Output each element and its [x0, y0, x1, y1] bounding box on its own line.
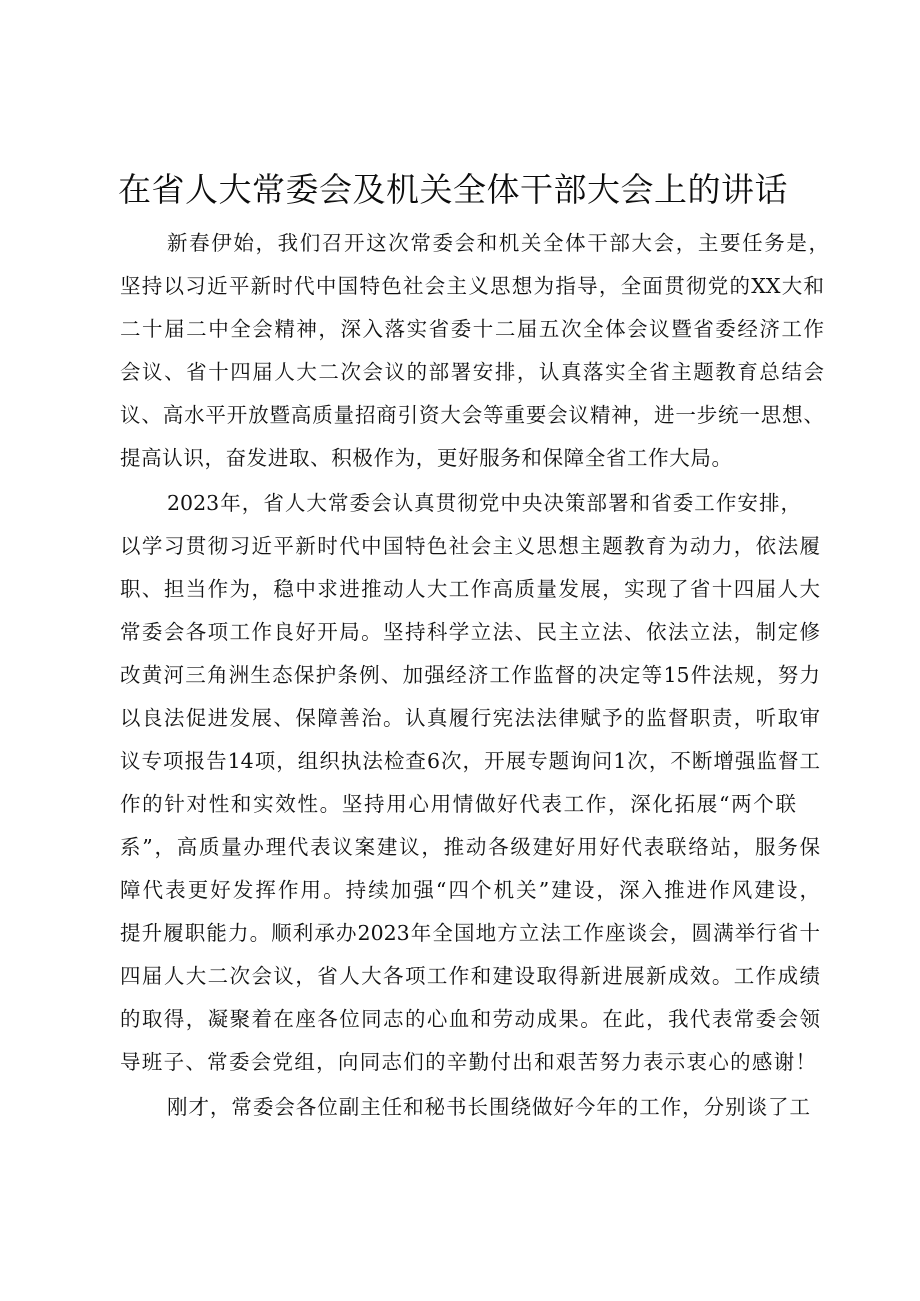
- text-line: 二十届二中全会精神，深入落实省委十二届五次全体会议暨省委经济工作: [120, 317, 824, 341]
- text-line: 以学习贯彻习近平新时代中国特色社会主义思想主题教育为动力，依法履: [120, 534, 820, 558]
- text-line: 作的针对性和实效性。坚持用心用情做好代表工作，深化拓展“两个联: [120, 792, 796, 816]
- document-title: 在省人大常委会及机关全体干部大会上的讲话: [118, 170, 788, 209]
- text-line: 以良法促进发展、保障善治。认真履行宪法法律赋予的监督职责，听取审: [120, 706, 820, 730]
- text-line: 四届人大二次会议，省人大各项工作和建设取得新进展新成效。工作成绩: [120, 964, 820, 988]
- text-line: 的取得，凝聚着在座各位同志的心血和劳动成果。在此，我代表常委会领: [120, 1007, 820, 1031]
- text-line: 职、担当作为，稳中求进推动人大工作高质量发展，实现了省十四届人大: [120, 577, 820, 601]
- text-line: 改黄河三角洲生态保护条例、加强经济工作监督的决定等15件法规，努力: [120, 663, 820, 687]
- text-line: 议专项报告14项，组织执法检查6次，开展专题询问1次，不断增强监督工: [120, 749, 820, 773]
- text-line: 提升履职能力。顺利承办2023年全国地方立法工作座谈会，圆满举行省十: [120, 921, 820, 945]
- text-line: 刚才，常委会各位副主任和秘书长围绕做好今年的工作，分别谈了工: [167, 1095, 810, 1119]
- text-line: 会议、省十四届人大二次会议的部署安排，认真落实全省主题教育总结会: [120, 360, 824, 384]
- text-line: 导班子、常委会党组，向同志们的辛勤付出和艰苦努力表示衷心的感谢！: [120, 1050, 816, 1074]
- text-line: 系”，高质量办理代表议案建议，推动各级建好用好代表联络站，服务保: [120, 835, 820, 859]
- text-line: 2023年，省人大常委会认真贯彻党中央决策部署和省委工作安排，: [167, 491, 801, 515]
- text-line: 议、高水平开放暨高质量招商引资大会等重要会议精神，进一步统一思想、: [120, 403, 824, 427]
- text-line: 新春伊始，我们召开这次常委会和机关全体干部大会，主要任务是，: [167, 231, 829, 255]
- text-line: 坚持以习近平新时代中国特色社会主义思想为指导，全面贯彻党的XX大和: [120, 274, 824, 298]
- text-line: 提高认识，奋发进取、积极作为，更好服务和保障全省工作大局。: [120, 446, 732, 470]
- text-line: 常委会各项工作良好开局。坚持科学立法、民主立法、依法立法，制定修: [120, 620, 820, 644]
- text-line: 障代表更好发挥作用。持续加强“四个机关”建设，深入推进作风建设，: [120, 878, 820, 902]
